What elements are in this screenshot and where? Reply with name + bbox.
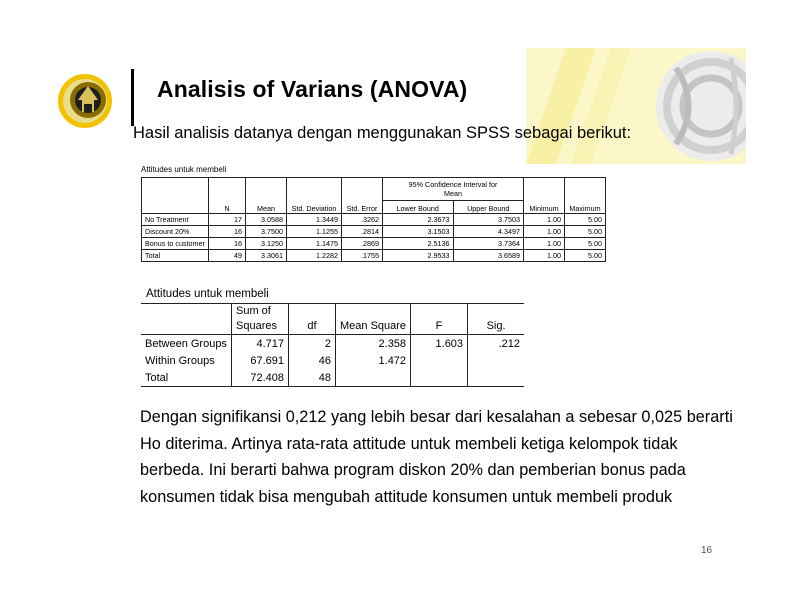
conclusion-paragraph: Dengan signifikansi 0,212 yang lebih besar dari kesalahan a sebesar 0,025 berarti Ho diterima. Artinya rata-rata attitude untuk membeli ketiga kelompok tidak berbeda. Ini berarti bahwa program diskon 20% dan pemberian bonus pada konsumen tidak bisa mengubah attitude konsumen untuk membeli produk bbox=[140, 408, 733, 506]
table-cell: 1.00 bbox=[524, 250, 565, 262]
table-cell: 3.0588 bbox=[246, 214, 287, 226]
descriptives-table-section bbox=[141, 165, 606, 262]
table-cell: 17 bbox=[209, 214, 246, 226]
table-cell: 5.00 bbox=[565, 214, 606, 226]
table-cell: 49 bbox=[209, 250, 246, 262]
row-label: No Treatment bbox=[142, 214, 209, 226]
table-cell: 3.7500 bbox=[246, 226, 287, 238]
table-header-cell: Std. Error bbox=[342, 178, 383, 214]
table-header-cell: F bbox=[411, 304, 468, 335]
row-label: Bonus to customer bbox=[142, 238, 209, 250]
table-row bbox=[142, 214, 606, 226]
decorative-swirl-pattern bbox=[526, 48, 746, 164]
table-header-cell bbox=[141, 304, 232, 335]
table-cell: 1.00 bbox=[524, 238, 565, 250]
table-cell: 1.00 bbox=[524, 226, 565, 238]
table-cell: 1.00 bbox=[524, 214, 565, 226]
table-cell: 3.3061 bbox=[246, 250, 287, 262]
table-cell bbox=[411, 352, 468, 369]
page-number: 16 bbox=[701, 545, 713, 556]
table-cell: 4.3497 bbox=[453, 226, 524, 238]
table-cell: 16 bbox=[209, 238, 246, 250]
table-header-cell: df bbox=[289, 304, 336, 335]
table-row bbox=[142, 250, 606, 262]
table-cell: 1.3449 bbox=[287, 214, 342, 226]
table-row bbox=[141, 369, 524, 387]
table-header-cell: Sum of Squares bbox=[232, 304, 289, 335]
table-cell: 67.691 bbox=[232, 352, 289, 369]
table-cell: 1.2282 bbox=[287, 250, 342, 262]
table-cell: 5.00 bbox=[565, 226, 606, 238]
table-header-cell: Upper Bound bbox=[453, 201, 524, 214]
anova-table-section bbox=[141, 288, 524, 387]
table-cell: 3.6589 bbox=[453, 250, 524, 262]
table-cell: .2814 bbox=[342, 226, 383, 238]
table-cell: 2.3673 bbox=[383, 214, 454, 226]
table-cell: 16 bbox=[209, 226, 246, 238]
table-cell: 3.1250 bbox=[246, 238, 287, 250]
table-cell: 5.00 bbox=[565, 250, 606, 262]
table-header-cell: Minimum bbox=[524, 178, 565, 214]
table-cell: 46 bbox=[289, 352, 336, 369]
table-row bbox=[142, 238, 606, 250]
table-cell: 2 bbox=[289, 335, 336, 353]
table-header-cell: Lower Bound bbox=[383, 201, 454, 214]
university-logo bbox=[58, 70, 118, 132]
row-label: Discount 20% bbox=[142, 226, 209, 238]
table-cell: 2.5136 bbox=[383, 238, 454, 250]
slide-subtitle: Hasil analisis datanya dengan menggunakan SPSS sebagai berikut: bbox=[133, 124, 632, 142]
row-label: Within Groups bbox=[141, 352, 232, 369]
table-cell: 4.717 bbox=[232, 335, 289, 353]
table-cell bbox=[411, 369, 468, 387]
table-header-row bbox=[142, 178, 606, 201]
table-header-cell: Sig. bbox=[468, 304, 525, 335]
row-label: Total bbox=[142, 250, 209, 262]
title-divider bbox=[131, 69, 134, 126]
table-header-cell: N bbox=[209, 178, 246, 214]
table-cell: .3262 bbox=[342, 214, 383, 226]
table-cell: 48 bbox=[289, 369, 336, 387]
table-header-row bbox=[141, 304, 524, 335]
table-row bbox=[141, 335, 524, 353]
table-header-cell: Mean bbox=[246, 178, 287, 214]
table-cell: .212 bbox=[468, 335, 525, 353]
anova-table bbox=[141, 303, 524, 387]
descriptives-table bbox=[141, 177, 606, 262]
table-header-cell: Std. Deviation bbox=[287, 178, 342, 214]
table-cell: 3.1503 bbox=[383, 226, 454, 238]
table-cell: 2.9533 bbox=[383, 250, 454, 262]
table-cell: 1.472 bbox=[336, 352, 411, 369]
table-row bbox=[141, 352, 524, 369]
table-cell: 3.7364 bbox=[453, 238, 524, 250]
slide-title: Analisis of Varians (ANOVA) bbox=[157, 76, 468, 102]
table-header-cell: Mean Square bbox=[336, 304, 411, 335]
descriptives-table-title: Attitudes untuk membeli bbox=[141, 165, 227, 174]
table-cell: 3.7503 bbox=[453, 214, 524, 226]
table-cell bbox=[468, 352, 525, 369]
table-header-cell: Maximum bbox=[565, 178, 606, 214]
table-cell: 72.408 bbox=[232, 369, 289, 387]
row-label: Between Groups bbox=[141, 335, 232, 353]
anova-table-title: Attitudes untuk membeli bbox=[146, 288, 269, 300]
table-cell bbox=[336, 369, 411, 387]
table-cell: 1.1255 bbox=[287, 226, 342, 238]
table-cell: 2.358 bbox=[336, 335, 411, 353]
ci-header-cell: 95% Confidence Interval for Mean bbox=[383, 178, 524, 201]
table-row bbox=[142, 226, 606, 238]
table-cell: 1.1475 bbox=[287, 238, 342, 250]
table-cell bbox=[468, 369, 525, 387]
row-label: Total bbox=[141, 369, 232, 387]
table-cell: 5.00 bbox=[565, 238, 606, 250]
table-header-cell bbox=[142, 178, 209, 214]
table-cell: .2869 bbox=[342, 238, 383, 250]
table-cell: 1.603 bbox=[411, 335, 468, 353]
table-cell: .1755 bbox=[342, 250, 383, 262]
